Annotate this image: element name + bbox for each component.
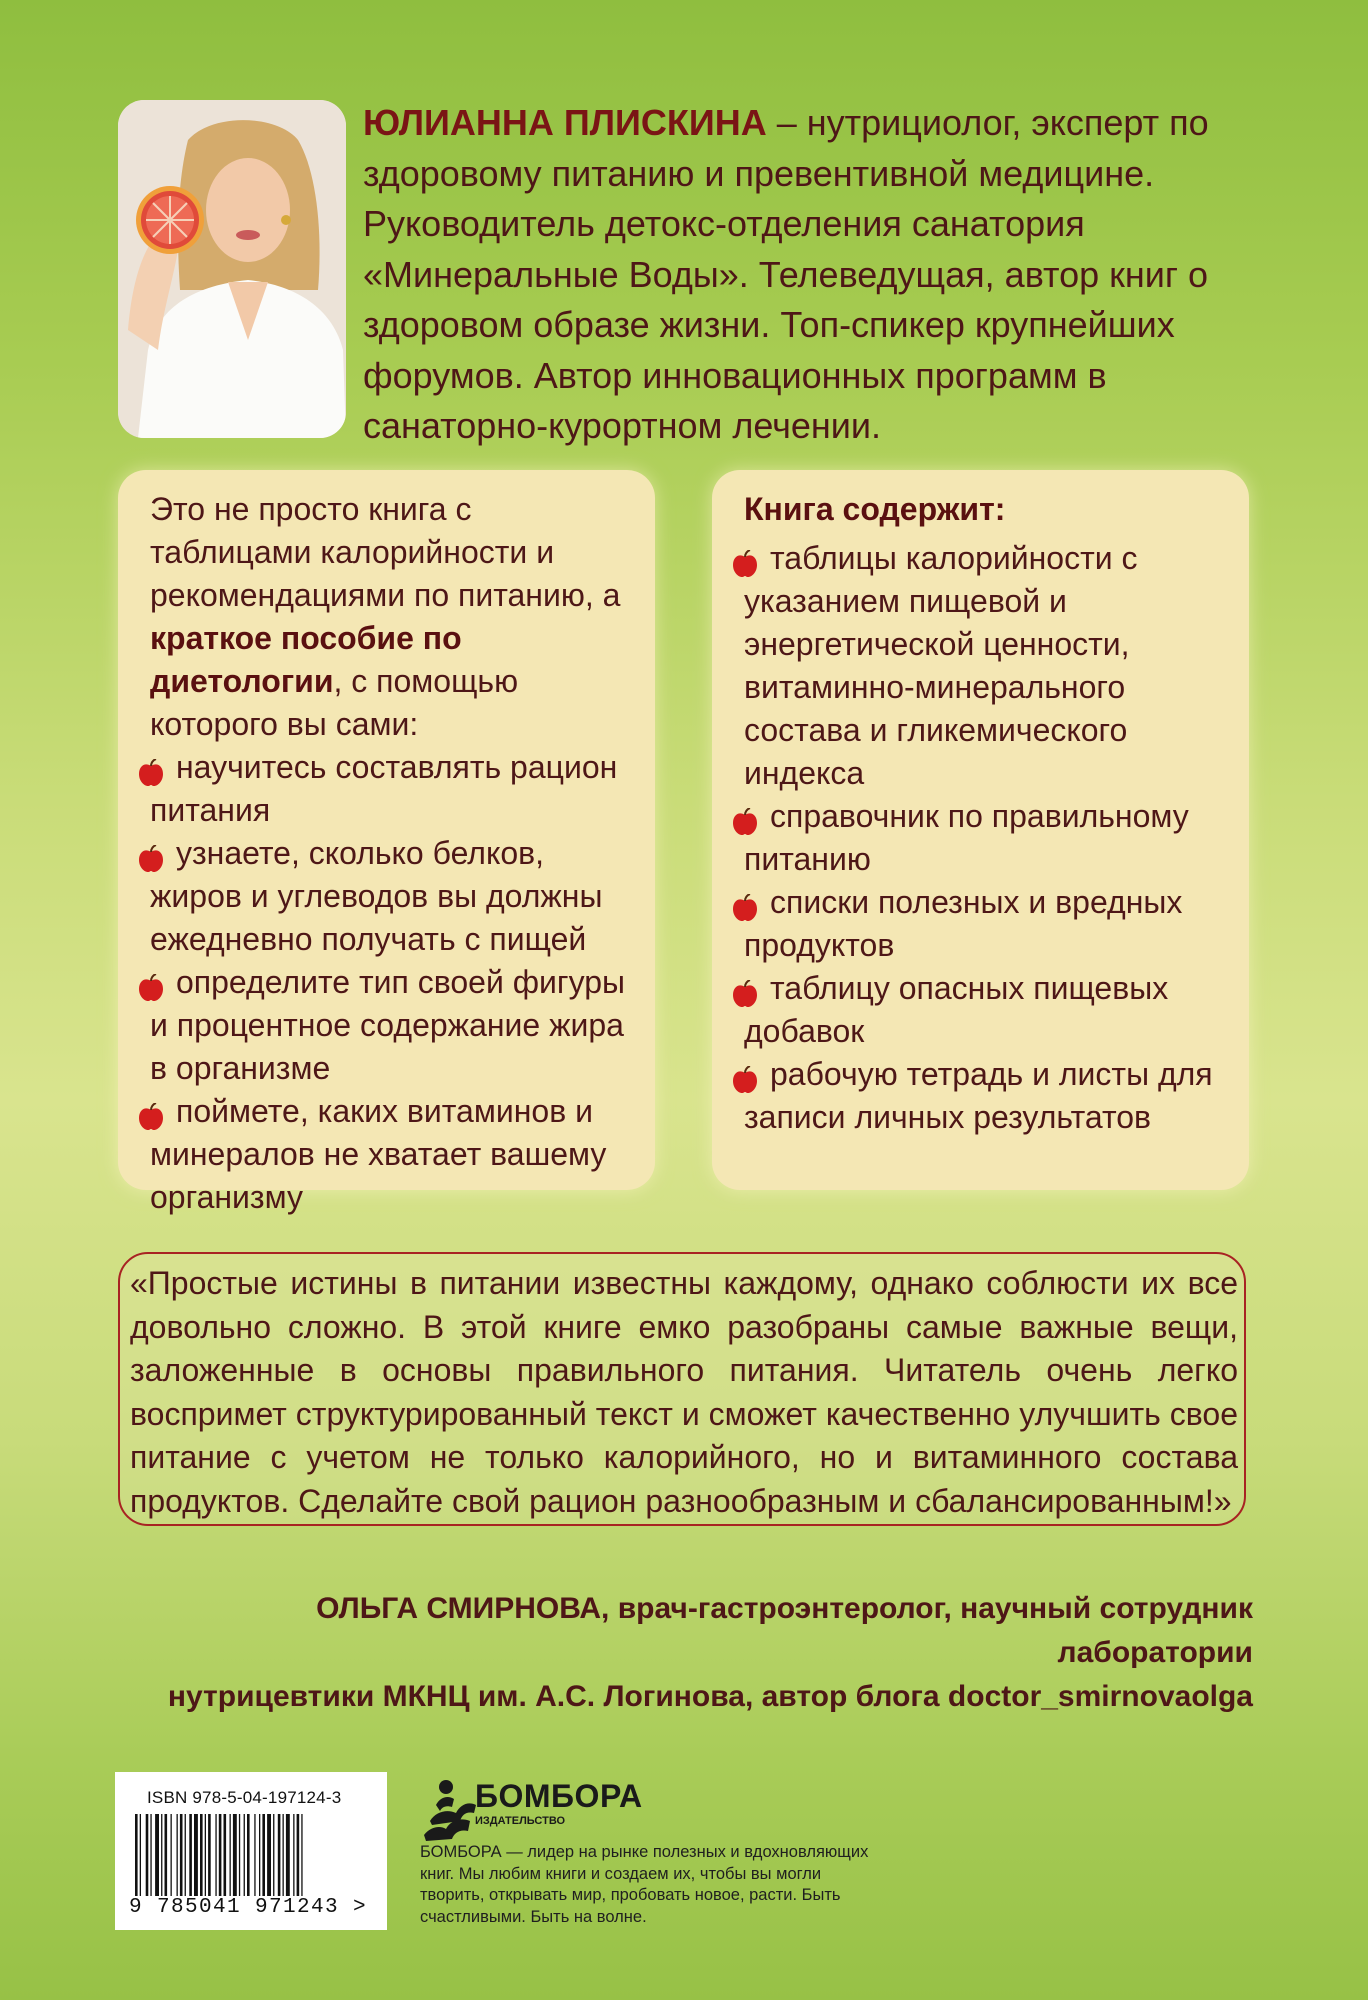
list-item — [150, 746, 630, 832]
apple-icon — [732, 976, 758, 1004]
apple-icon — [732, 804, 758, 832]
left-panel-intro — [150, 488, 630, 746]
right-info-panel — [712, 470, 1249, 1190]
publisher-subtitle: ИЗДАТЕЛЬСТВО — [475, 1815, 566, 1827]
intro-text-start: Это не просто книга с таблицами калорийности и рекомендациями по питанию, а — [150, 491, 621, 613]
apple-icon — [732, 1062, 758, 1090]
list-item-text: научитесь составлять рацион питания — [150, 749, 618, 828]
apple-icon — [138, 755, 164, 783]
author-bio — [363, 98, 1243, 452]
apple-icon — [138, 1099, 164, 1127]
list-item-text: справочник по правильному питанию — [744, 798, 1189, 877]
list-item — [744, 537, 1224, 795]
isbn-label: ISBN 978-5-04-197124-3 — [147, 1788, 342, 1807]
list-item-text: таблицы калорийности с указанием пищевой и энергетической ценности, витаминно-минерального состава и гликемического индекса — [744, 540, 1138, 791]
list-item-text: списки полезных и вредных продуктов — [744, 884, 1183, 963]
list-item-text: определите тип своей фигуры и процентное содержание жира в организме — [150, 964, 626, 1086]
author-name: ЮЛИАННА ПЛИСКИНА — [363, 102, 767, 143]
list-item — [744, 881, 1224, 967]
left-bullet-list — [150, 746, 630, 1219]
quote-text: «Простые истины в питании известны каждому, однако соблюсти их все довольно сложно. В этой книге емко разобраны самые важные вещи, заложенные в основы правильного питания. Читатель очень легко воспримет структурированный текст и сможет качественно улучшить свое питание с учетом не только калорийного, но и витаминного состава продуктов. Сделайте свой рацион разнообразным и сбалансированным!» — [130, 1265, 1238, 1519]
list-item — [744, 795, 1224, 881]
signature-line-2: нутрицевтики МКНЦ им. А.С. Логинова, автор блога doctor_smirnovaolga — [167, 1680, 1253, 1713]
apple-icon — [732, 890, 758, 918]
quote-box — [118, 1252, 1246, 1526]
list-item-text: поймете, каких витаминов и минералов не хватает вашему организму — [150, 1093, 607, 1215]
author-photo — [118, 100, 346, 438]
list-item — [150, 1090, 630, 1219]
publisher-name: БОМБОРА — [475, 1778, 643, 1814]
intro-text-end: , с помощью которого вы сами: — [150, 663, 519, 742]
quote-signature — [130, 1587, 1253, 1719]
signature-line-1: ОЛЬГА СМИРНОВА, врач-гастроэнтеролог, научный сотрудник лаборатории — [316, 1592, 1253, 1669]
barcode-digits: 9 785041 971243 > — [129, 1896, 368, 1919]
list-item-text: таблицу опасных пищевых добавок — [744, 970, 1169, 1049]
list-item-text: рабочую тетрадь и листы для записи личных результатов — [744, 1056, 1213, 1135]
list-item — [744, 967, 1224, 1053]
right-bullet-list — [744, 537, 1224, 1139]
intro-text-bold: краткое пособие по диетологии — [150, 620, 462, 699]
list-item — [150, 832, 630, 961]
apple-icon — [138, 841, 164, 869]
left-info-panel — [118, 470, 655, 1215]
apple-icon — [732, 546, 758, 574]
publisher-description: БОМБОРА — лидер на рынке полезных и вдохновляющих книг. Мы любим книги и создаем их, чтобы вы могли творить, открывать мир, пробовать новое, расти. Быть счастливыми. Быть на волне. — [420, 1843, 869, 1926]
author-bio-text: – нутрициолог, эксперт по здоровому питанию и превентивной медицине. Руководитель детокс-отделения санатория «Минеральные Воды». Телеведущая, автор книг о здоровом образе жизни. Топ-спикер крупнейших форумов. Автор инновационных программ в санаторно-курортном лечении. — [363, 102, 1209, 446]
barcode-box — [115, 1772, 387, 1930]
right-panel-heading: Книга содержит: — [744, 491, 1006, 527]
barcode-icon — [135, 1814, 367, 1896]
list-item-text: узнаете, сколько белков, жиров и углеводов вы должны ежедневно получать с пищей — [150, 835, 603, 957]
list-item — [150, 961, 630, 1090]
list-item — [744, 1053, 1224, 1139]
apple-icon — [138, 970, 164, 998]
